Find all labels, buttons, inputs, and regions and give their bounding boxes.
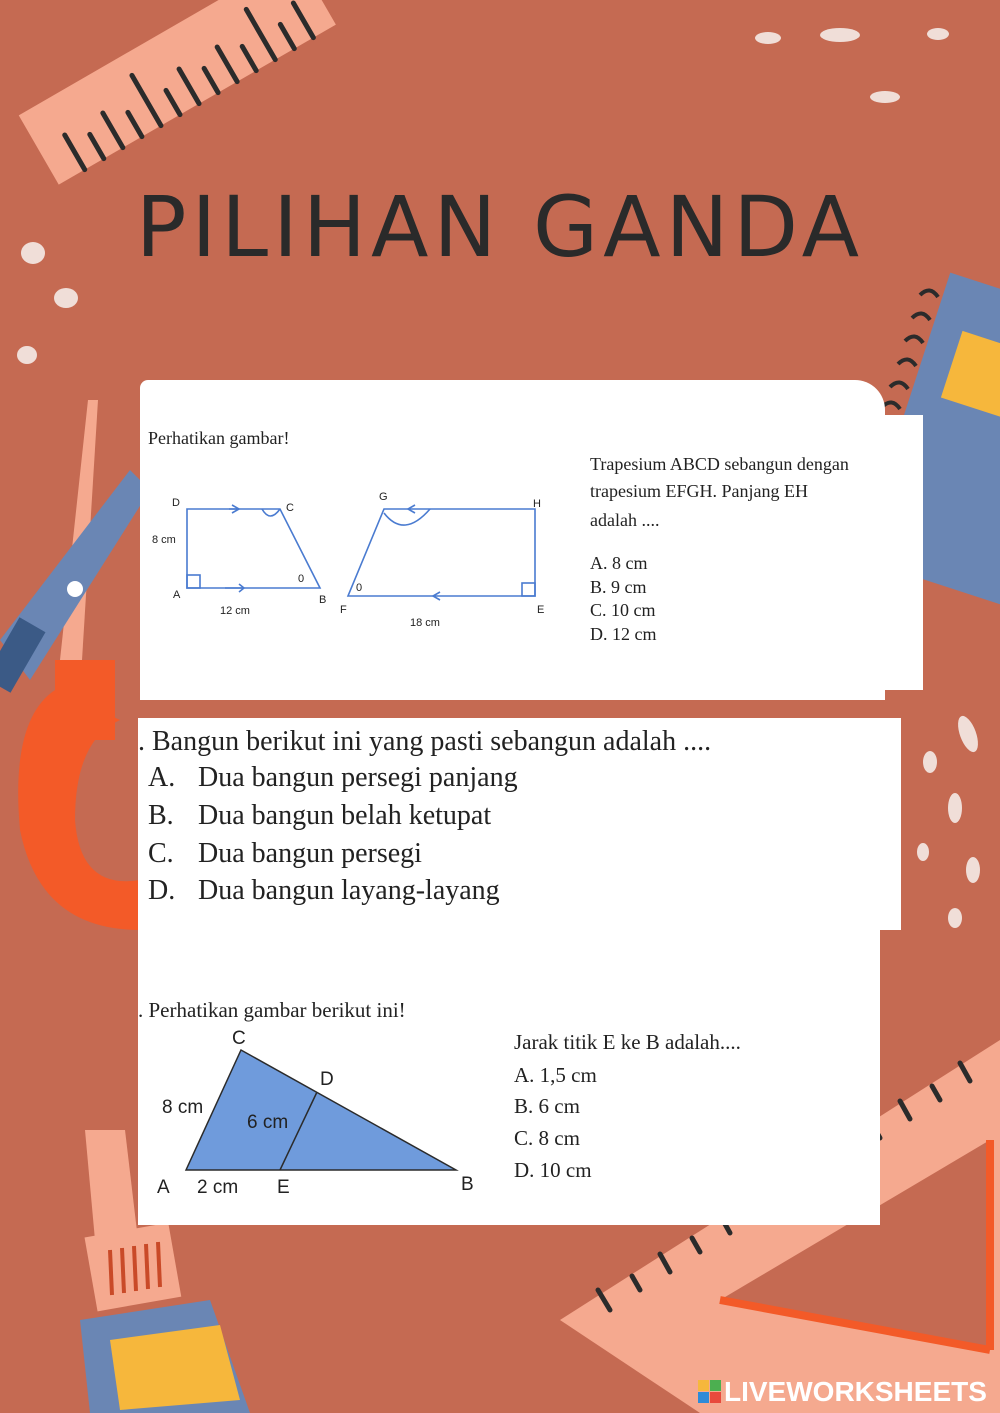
triangle-abc bbox=[186, 1050, 456, 1170]
ruler-icon bbox=[19, 0, 336, 185]
label-side-ae: 2 cm bbox=[197, 1177, 239, 1198]
question-1-text-line-3: adalah .... bbox=[590, 510, 660, 530]
label-side-ad: 8 cm bbox=[152, 534, 176, 546]
liveworksheets-logo-icon bbox=[698, 1380, 722, 1404]
option-letter: D. bbox=[148, 875, 176, 906]
label-side-ed: 6 cm bbox=[247, 1112, 289, 1133]
label-angle-f: 0 bbox=[356, 582, 363, 594]
label-a: A bbox=[173, 589, 181, 601]
label-side-ab: 12 cm bbox=[220, 605, 250, 617]
question-3-text: Jarak titik E ke B adalah.... bbox=[514, 1030, 741, 1054]
label-c: C bbox=[286, 502, 294, 514]
trapezoid-figure bbox=[140, 480, 580, 640]
question-3-option-a[interactable]: A. 1,5 cm bbox=[514, 1063, 597, 1087]
scissors-icon bbox=[0, 400, 150, 930]
question-3-option-b[interactable]: B. 6 cm bbox=[514, 1094, 580, 1118]
option-text: Dua bangun belah ketupat bbox=[198, 800, 492, 831]
triangle-figure bbox=[140, 1020, 500, 1210]
question-3-option-d[interactable]: D. 10 cm bbox=[514, 1158, 592, 1182]
label-h: H bbox=[533, 498, 541, 510]
label-angle-b: 0 bbox=[298, 573, 305, 585]
option-text: Dua bangun persegi bbox=[198, 838, 422, 869]
question-1-text-line-1: Trapesium ABCD sebangun dengan bbox=[590, 454, 849, 474]
option-text: Dua bangun persegi panjang bbox=[198, 762, 518, 793]
label-e: E bbox=[537, 604, 545, 616]
question-1-text-line-2: trapesium EFGH. Panjang EH bbox=[590, 481, 808, 501]
question-1-option-a[interactable]: A. 8 cm bbox=[590, 553, 648, 573]
question-1-option-b[interactable]: B. 9 cm bbox=[590, 577, 647, 597]
question-1-option-c[interactable]: C. 10 cm bbox=[590, 600, 656, 620]
label-c: C bbox=[232, 1028, 246, 1049]
label-f: F bbox=[340, 604, 347, 616]
question-1-option-d[interactable]: D. 12 cm bbox=[590, 624, 657, 644]
label-a: A bbox=[157, 1177, 170, 1198]
label-b: B bbox=[319, 594, 327, 606]
label-d: D bbox=[320, 1069, 334, 1090]
question-3-option-c[interactable]: C. 8 cm bbox=[514, 1126, 580, 1150]
label-b: B bbox=[461, 1174, 474, 1195]
option-text: Dua bangun layang-layang bbox=[198, 875, 500, 906]
label-g: G bbox=[379, 491, 388, 503]
label-e: E bbox=[277, 1177, 290, 1198]
label-side-fe: 18 cm bbox=[410, 617, 440, 629]
option-letter: A. bbox=[148, 762, 176, 793]
label-d: D bbox=[172, 497, 180, 509]
option-letter: B. bbox=[148, 800, 174, 831]
brand-watermark: LIVEWORKSHEETS bbox=[724, 1376, 987, 1407]
question-2-option-b[interactable] bbox=[148, 800, 491, 832]
page-title: PILIHAN GANDA bbox=[135, 178, 865, 276]
trapezoid-efgh bbox=[348, 509, 535, 596]
question-2-option-c[interactable] bbox=[148, 838, 422, 870]
question-2-text: . Bangun berikut ini yang pasti sebangun adalah .... bbox=[138, 726, 712, 757]
question-2-option-d[interactable] bbox=[148, 875, 500, 907]
label-side-ac: 8 cm bbox=[162, 1097, 204, 1118]
question-3-intro: . Perhatikan gambar berikut ini! bbox=[138, 998, 406, 1022]
option-letter: C. bbox=[148, 838, 174, 869]
question-2-option-a[interactable] bbox=[148, 762, 518, 794]
question-1-intro: Perhatikan gambar! bbox=[148, 428, 290, 448]
